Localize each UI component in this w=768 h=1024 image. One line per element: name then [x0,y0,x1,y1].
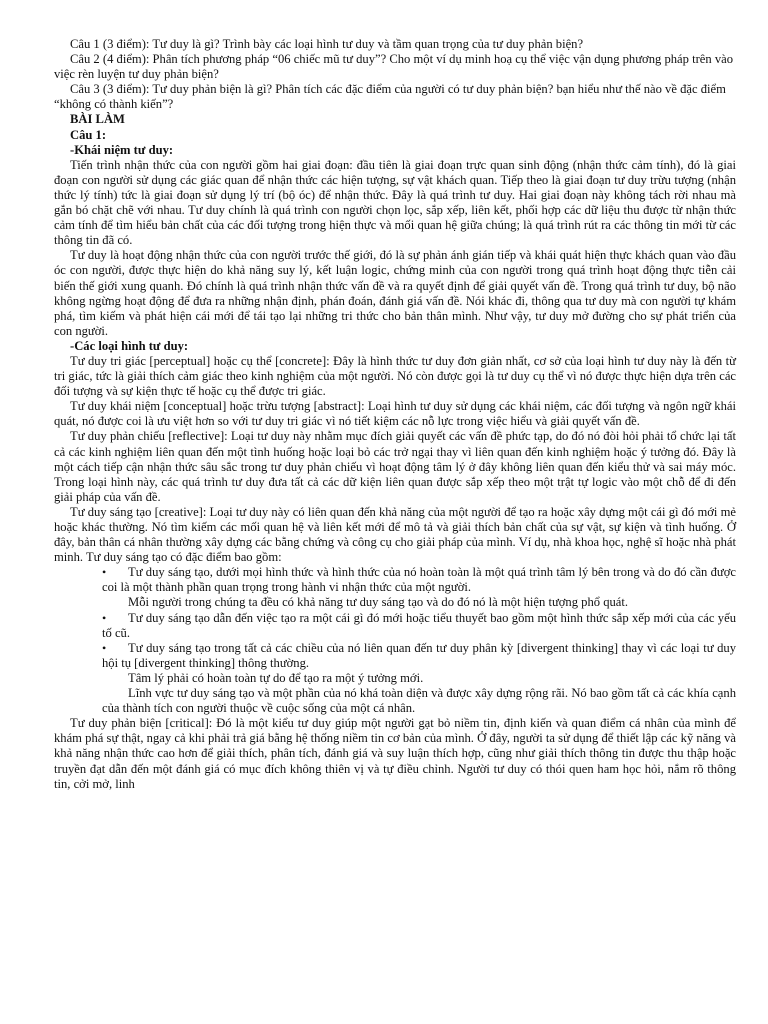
question-3: Câu 3 (3 điểm): Tư duy phản biện là gì? Phân tích các đặc điểm của người có tư duy phản biện? bạn hiểu như thế nào về đặc điểm “không có thành kiến”? [54,82,726,112]
list-item: • Tư duy sáng tạo, dưới mọi hình thức và hình thức của nó hoàn toàn là một quá trình tâm lý bên trong và do đó cần được coi là một thành phần quan trọng trong hành vi nhận thức của một người. [102,565,736,595]
list-item: Tâm lý phải có hoàn toàn tự do để tạo ra một ý tưởng mới. [128,670,424,685]
reflective-thinking-paragraph: Tư duy phản chiếu [reflective]: Loại tư duy này nhằm mục đích giải quyết các vấn đề phức tạp, do đó nó đòi hỏi phải tổ chức lại tất cả các kinh nghiệm liên quan đến một tình huống hoặc loại bỏ các trở ngại thay vì liên quan đến kinh nghiệm hoặc ý tưởng đó. Đây là một cách tiếp cận nhận thức sâu sắc trong tư duy phản chiếu vì hoạt động tâm lý ở đây không liên quan đến kiểu thử và sai máy móc. Trong loại hình này, các quá trình tư duy đưa tất cả các dữ kiện liên quan được sắp xếp theo một trật tự logic vào một chỗ để đi đến giải pháp của vấn đề. [54,429,736,504]
section1-paragraph-1: Tiến trình nhận thức của con người gồm hai giai đoạn: đầu tiên là giai đoạn trực quan sinh động (nhận thức cảm tính), đó là giai đoạn con người sử dụng các giác quan để nhận thức các hiện tượng, sự vật khách quan. Tiếp theo là giai đoạn tư duy trừu tượng (nhận thức lý tính) tức là giai đoạn sử dụng lý trí (bộ óc) để nhận thức. Đây là quá trình tư duy. Hai giai đoạn này không tách rời nhau mà gắn bó chặt chẽ với nhau. Tư duy chính là quá trình con người chọn lọc, sắp xếp, liên kết, phối hợp các dữ liệu thu được từ nhận thức cảm tính để tìm hiểu bản chất của các đối tượng trong hiện thực và mối quan hệ giữa chúng; là quá trình rút ra các thông tin mới từ các thông tin đã có. [54,157,736,248]
section1-paragraph-2: Tư duy là hoạt động nhận thức của con người trước thế giới, đó là sự phản ánh gián tiếp và khái quát hiện thực khách quan vào đầu óc con người, được thực hiện do khả năng suy lý, kết luận logic, chứng minh của con người trong quá trình hoạt động thực tiễn cải biến thế giới xung quanh. Đó chính là quá trình nhận thức vấn đề và ra quyết định để giải quyết vấn đề. Trong quá trình tư duy, bộ não không ngừng hoạt động để đưa ra những nhận định, phán đoán, đánh giá vấn đề. Nói khác đi, thông qua tư duy mà con người tự khám phá, tìm kiếm và phát hiện cái mới để tái tạo lại những tri thức cho bản thân mình. Như vậy, tư duy mở đường cho sự phát triển của con người. [54,248,736,338]
list-item: Lĩnh vực tư duy sáng tạo và một phần của nó khá toàn diện và được xây dựng rộng rãi. Nó bao gồm tất cả các khía cạnh của thành tích con người thuộc về cuộc sống của một cá nhân. [102,686,736,716]
creative-thinking-bullets [54,565,736,716]
cau1-heading: Câu 1: [70,127,107,142]
list-item: Mỗi người trong chúng ta đều có khả năng tư duy sáng tạo và do đó nó là một hiện tượng phổ quát. [128,595,629,610]
section2-title: -Các loại hình tư duy: [70,338,189,353]
list-item: • Tư duy sáng tạo dẫn đến việc tạo ra một cái gì đó mới hoặc tiểu thuyết bao gồm một hình thức sắp xếp mới của các yếu tố cũ. [102,611,736,641]
critical-thinking-paragraph: Tư duy phản biện [critical]: Đó là một kiểu tư duy giúp một người gạt bỏ niềm tin, định kiến và quan điểm cá nhân của mình để khám phá sự thật, ngay cả khi phải trả giá bằng hệ thống niềm tin cơ bản của mình. Ở đây, người ta sử dụng để thiết lập các kỹ năng và khả năng nhận thức cao hơn để giải thích, phân tích, đánh giá và suy luận thích hợp, cũng như giải thích thông tin được thu thập hoặc truyền đạt dẫn đến một đánh giá có mục đích không thiên vị và tự điều chỉnh. Người tư duy có thói quen ham học hỏi, nắm rõ thông tin, cởi mở, linh [54,716,736,791]
list-item: • Tư duy sáng tạo trong tất cả các chiều của nó liên quan đến tư duy phân kỳ [divergent thinking] thay vì các loại tư duy hội tụ [divergent thinking] thông thường. [102,641,736,671]
conceptual-thinking-paragraph: Tư duy khái niệm [conceptual] hoặc trừu tượng [abstract]: Loại hình tư duy sử dụng các khái niệm, các đối tượng và ngôn ngữ khái quát, nó được coi là ưu việt hơn so với tư duy tri giác vì nó tiết kiệm các nỗ lực trong việc hiểu và giải quyết vấn đề. [54,399,736,429]
section1-title: -Khái niệm tư duy: [70,142,174,157]
question-2: Câu 2 (4 điểm): Phân tích phương pháp “06 chiếc mũ tư duy”? Cho một ví dụ minh hoạ cụ thể việc vận dụng phương pháp trên vào việc rèn luyện tư duy phản biện? [54,52,733,82]
answer-heading: BÀI LÀM [70,112,125,127]
question-1: Câu 1 (3 điểm): Tư duy là gì? Trình bày các loại hình tư duy và tầm quan trọng của tư duy phản biện? [70,37,584,51]
creative-thinking-paragraph: Tư duy sáng tạo [creative]: Loại tư duy này có liên quan đến khả năng của một người để tạo ra hoặc xây dựng một cái gì đó mới mẻ hoặc khác thường. Nó tìm kiếm các mối quan hệ và liên kết mới để mô tả và giải thích bản chất của sự vật, sự kiện và tình huống. Ở đây, bản thân cá nhân thường xây dựng các bằng chứng và công cụ cho giải pháp của mình. Ví dụ, nhà khoa học, nghệ sĩ hoặc nhà phát minh. Tư duy sáng tạo có đặc điểm bao gồm: [54,504,736,565]
perceptual-thinking-paragraph: Tư duy tri giác [perceptual] hoặc cụ thể [concrete]: Đây là hình thức tư duy đơn giản nhất, cơ sở của loại hình tư duy này là đến từ tri giác, tức là giải thích cảm giác theo kinh nghiệm của một người. Nó còn được gọi là tư duy cụ thể vì nó được thực hiện dựa trên các đối tượng và sự kiện thực tế hoặc cụ thể được tri giác. [54,353,736,399]
